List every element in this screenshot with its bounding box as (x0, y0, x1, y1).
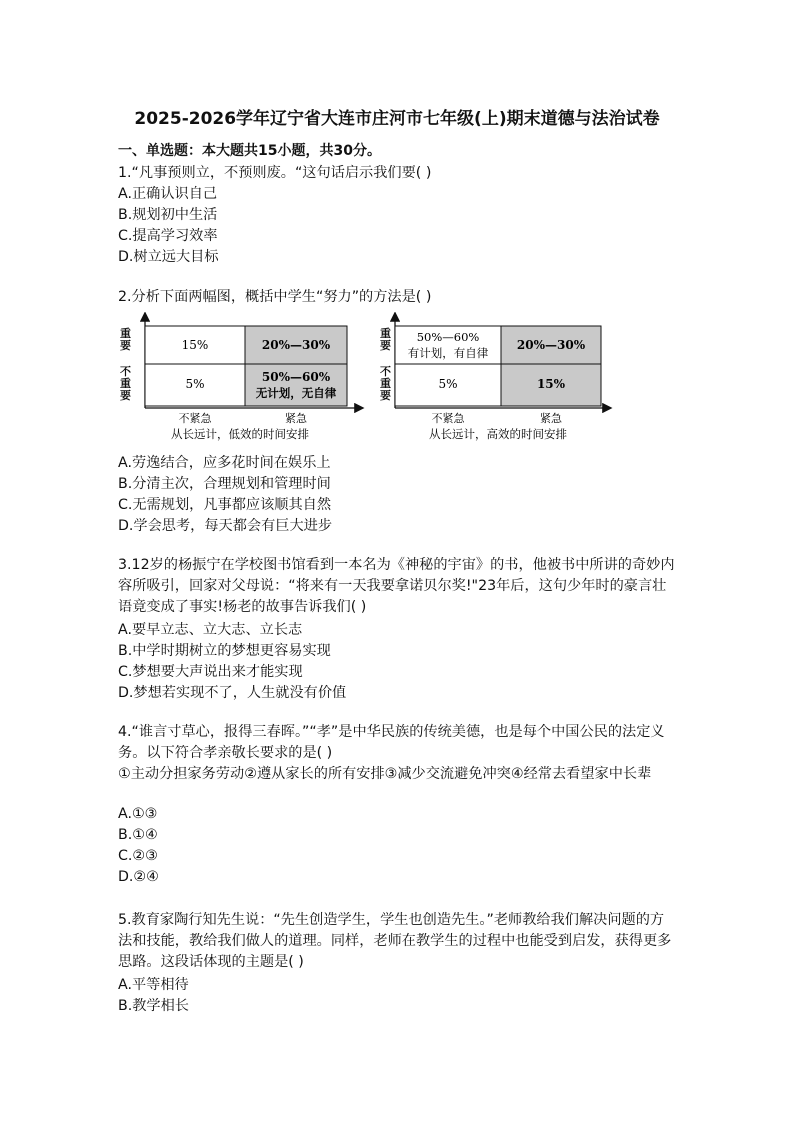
left-x-label-2: 紧急 (285, 412, 307, 425)
left-cell-4: 50%—60% (261, 370, 331, 384)
question-2-option-d: D.学会思考，每天都会有巨大进步 (118, 518, 333, 534)
right-y-label-important: 重要 (380, 327, 391, 352)
question-4-option-b: B.①④ (118, 827, 158, 843)
question-4-option-d: D.②④ (118, 869, 159, 885)
left-cell-2: 20%—30% (261, 338, 331, 352)
question-4-stem: 4.“谁言寸草心，报得三春晖。”“孝”是中华民族的传统美德，也是每个中国公民的法定义务。以下符合孝亲敬长要求的是( ) (118, 724, 665, 761)
right-cell-1-note: 有计划，有自律 (407, 346, 489, 360)
question-5-option-b: B.教学相长 (118, 998, 189, 1014)
question-1-stem: 1.“凡事预则立，不预则废。“这句话启示我们要( ) (118, 165, 432, 181)
question-4-statements: ①主动分担家务劳动②遵从家长的所有安排③减少交流避免冲突④经常去看望家中长辈 (118, 766, 652, 782)
left-y-label-unimportant: 不重要 (120, 365, 131, 402)
question-2-option-a: A.劳逸结合，应多花时间在娱乐上 (118, 455, 331, 471)
question-1-option-d: D.树立远大目标 (118, 249, 219, 265)
left-y-label-important: 重要 (120, 327, 131, 352)
right-quadrant-chart (395, 314, 610, 441)
question-3-stem: 3.12岁的杨振宁在学校图书馆看到一本名为《神秘的宇宙》的书，他被书中所讲的奇妙内容所吸引，回家对父母说：“将来有一天我要拿诺贝尔奖!"23年后，这句少年时的豪言壮语竟变成了事实!杨老的故事告诉我们( ) (118, 557, 675, 615)
exam-title: 2025-2026学年辽宁省大连市庄河市七年级(上)期末道德与法治试卷 (134, 109, 660, 129)
question-3-option-b: B.中学时期树立的梦想更容易实现 (118, 643, 331, 659)
right-y-label-unimportant: 不重要 (380, 365, 391, 402)
question-1-option-b: B.规划初中生活 (118, 207, 218, 223)
left-cell-3: 5% (185, 377, 205, 391)
left-x-label-1: 不紧急 (178, 412, 212, 425)
left-caption: 从长远计，低效的时间安排 (171, 427, 309, 441)
right-cell-2: 20%—30% (516, 338, 586, 352)
right-cell-4: 15% (536, 377, 566, 391)
question-2-stem: 2.分析下面两幅图，概括中学生“努力”的方法是( ) (118, 289, 432, 305)
left-cell-1: 15% (181, 338, 209, 352)
question-2-option-b: B.分清主次，合理规划和管理时间 (118, 476, 331, 492)
question-3-option-d: D.梦想若实现不了，人生就没有价值 (118, 685, 347, 701)
question-2-option-c: C.无需规划，凡事都应该顺其自然 (118, 497, 332, 513)
question-5-stem: 5.教育家陶行知先生说：“先生创造学生，学生也创造先生。”老师教给我们解决问题的方法和技能，教给我们做人的道理。同样，老师在教学生的过程中也能受到启发，获得更多思路。这段话体现的主题是( ) (118, 912, 672, 970)
question-1-option-a: A.正确认识自己 (118, 186, 218, 202)
question-5-option-a: A.平等相待 (118, 977, 189, 993)
left-cell-4-note: 无计划，无自律 (255, 386, 337, 400)
right-caption: 从长远计，高效的时间安排 (429, 427, 567, 441)
question-4-option-c: C.②③ (118, 848, 158, 864)
right-x-label-1: 不紧急 (431, 412, 465, 425)
left-quadrant-chart (145, 314, 362, 441)
question-3-option-a: A.要早立志、立大志、立长志 (118, 622, 303, 638)
section-heading: 一、单选题：本大题共15小题，共30分。 (118, 143, 381, 159)
question-1-option-c: C.提高学习效率 (118, 228, 218, 244)
time-management-figure (118, 312, 618, 450)
question-4-option-a: A.①③ (118, 806, 158, 822)
right-x-label-2: 紧急 (540, 412, 562, 425)
question-3-option-c: C.梦想要大声说出来才能实现 (118, 664, 303, 680)
right-cell-1: 50%—60% (416, 330, 480, 344)
right-cell-3: 5% (438, 377, 458, 391)
